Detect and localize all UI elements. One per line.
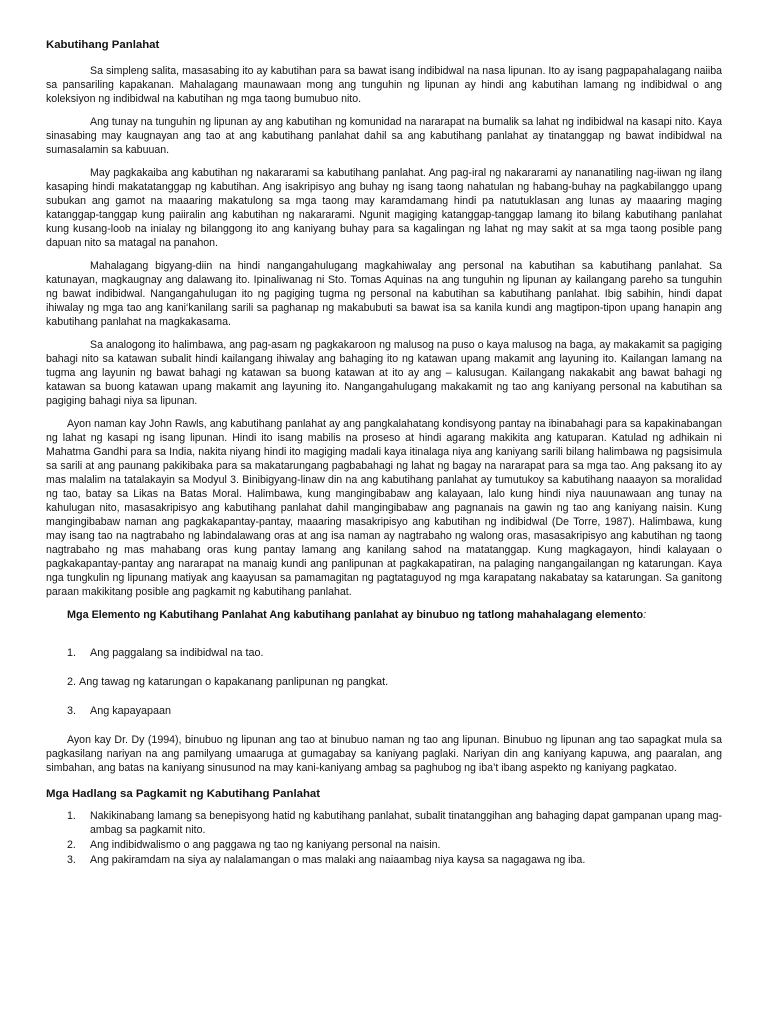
- list-item: [67, 838, 722, 852]
- obstacles-list: [46, 809, 722, 867]
- paragraph-personal-na-kabutihan: Mahalagang bigyang-diin na hindi nangangahulugang magkahiwalay ang personal na kabutihan sa kabutihang panlahat. Sa katunayan, magkaugnay ang dalawang ito. Ipinaliwanag ni Sto. Tomas Aquinas na ang tunguhin ng lipunan ay kailangang pareho sa tunguhin ng bawat indibidwal. Nangangahulugan ito ng pagiging tugma ng personal na kabutihan sa kabutihang panlahat. Ibig sabihin, hindi dapat ihiwalay ng mga tao ang kani‘kanilang sarili sa paghanap ng makabubuti sa bawat isa sa kanila kundi ang magtipon-tipon upang hanapin ang kabutihang panlahat na magkakasama.: [46, 260, 722, 328]
- list-item-number: 1.: [67, 810, 76, 822]
- element-number: 1.: [67, 647, 77, 659]
- element-text: Ang kapayapaan: [90, 705, 172, 717]
- elements-heading-colon: :: [643, 609, 647, 621]
- elements-heading: [46, 608, 722, 622]
- paragraph-dr-dy: Ayon kay Dr. Dy (1994), binubuo ng lipunan ang tao at binubuo naman ng tao ang lipunan. Binubuo ng lipunan ang tao sapagkat mula sa pagkasilang nariyan na ang pamilyang umaaruga at gumagabay sa kaniyang paglaki. Nariyan din ang kaniyang kapuwa, ang paaralan, ang simbahan, ang batas na kaniyang sinusunod na may kani-kaniyang ambag sa paghubog ng iba’t ibang aspekto ng kaniyang pagkatao.: [46, 734, 722, 774]
- list-item-text: Nakikinabang lamang sa benepisyong hatid ng kabutihang panlahat, subalit tinatanggihan ang bahaging dapat gampanan upang mag-ambag sa pagkamit nito.: [90, 810, 722, 836]
- section-heading-mga-hadlang: Mga Hadlang sa Pagkamit ng Kabutihang Panlahat: [46, 788, 321, 800]
- elements-heading-text: Mga Elemento ng Kabutihang Panlahat Ang kabutihang panlahat ay binubuo ng tatlong mahahalagang elemento: [67, 609, 644, 621]
- element-number: 3.: [67, 705, 77, 717]
- element-text: Ang tawag ng katarungan o kapakanang panlipunan ng pangkat.: [79, 676, 389, 688]
- element-item: [46, 646, 722, 660]
- list-item-text: Ang pakiramdam na siya ay nalalamangan o mas malaki ang naiaambag niya kaysa sa nagagawa ng iba.: [90, 854, 586, 866]
- paragraph-tunay-na-tunguhin: Ang tunay na tunguhin ng lipunan ay ang kabutihan ng komunidad na nararapat na bumalik sa lahat ng indibidwal na kasapi nito. Kaya sinasabing may kaugnayan ang tao at ang kabutihang panlahat dahil sa ang kabutihang panlahat ay tinatanggap ng bawat indibidwal na sumasalamin sa kabuuan.: [46, 116, 722, 156]
- paragraph-john-rawls: Ayon naman kay John Rawls, ang kabutihang panlahat ay ang pangkalahatang kondisyong pantay na ibinabahagi para sa kapakinabangan ng lahat ng kasapi ng isang lipunan. Hindi ito isang mabilis na proseso at hindi agarang makikita ang katuparan. Katulad ng adhikain ni Mahatma Gandhi para sa India, nakita niyang hindi ito magiging madali kaya itinalaga niya ang kaniyang sarili bilang halimbawa ng pagsisimula sa sarili at ang paunang pakikibaka para sa makatarungang pagbabahagi ng lahat ng bagay na nararapat para sa mga tao. Ang paksang ito ay mas malalim na tatalakayin sa Modyul 3. Binibigyang-linaw din na ang kabutihang panlahat ay tumutukoy sa kabutihang naaayon sa moralidad ng tao, batay sa Likas na Batas Moral. Halimbawa, kung mangingibabaw ang kalayaan, lalo kung hindi niya nauunawaan ang tunay na kahulugan nito, masasakripisyo ang kabutihang panlahat dahil mangingibabaw ang pagnanais na gawin ng tao ang kaniyang naisin. Kung mangingibabaw naman ang pagkakapantay-pantay, maaaring masakripisyo ang kabutihan ng indibidwal (De Torre, 1987). Halimbawa, kung may isang tao na nagtrabaho ng labindalawang oras at ang isa naman ay nagtrabaho ng walong oras, masasakripisyo ang kabutihan ng taong nagtrabaho ng mas mahabang oras kung pantay lamang ang kanilang sahod na matatanggap. Kung magkagayon, hindi kalayaan o pagkakapantay-pantay ang nararapat na manaig kundi ang panlipunan at pagkakapatiran, na palaging nangangailangan ng katarungan. Kaya nga tungkulin ng lipunang matiyak ang kaayusan sa pamamagitan ng pagtataguyod ng mga karapatang nakabatay sa katarungan. Sa ganitong paraan makikitang posible ang pagkamit ng kabutihang panlahat.: [46, 418, 722, 598]
- element-number: 2.: [67, 676, 77, 688]
- element-text: Ang paggalang sa indibidwal na tao.: [90, 647, 264, 659]
- element-item: [46, 675, 722, 689]
- paragraph-definition: Sa simpleng salita, masasabing ito ay kabutihan para sa bawat isang indibidwal na nasa lipunan. Ito ay isang pagpapahalagang naiiba sa pansariling kapakanan. Mahalagang maunawaan mong ang tunguhin ng lipunan ay hindi ang kabutihan lamang ng indibidwal o ang koleksiyon ng indibidwal na kabutihan ng mga taong bumubuo nito.: [46, 65, 722, 105]
- paragraph-nakararami: May pagkakaiba ang kabutihan ng nakararami sa kabutihang panlahat. Ang pag-iral ng nakararami ay nananatiling nag-iiwan ng ilang kasaping hindi makatatanggap ng kabutihan. Ang isakripisyo ang buhay ng isang taong nahatulan ng habang-buhay na pagkabilanggo upang subukan ang gamot na maaaring makatulong sa mga taong may karamdamang hindi pa natutuklasan ang lunas ay maaaring maging katanggap-tanggap kung paiiralin ang kabutihan ng nakararami. Ngunit magiging katanggap-tanggap lamang ito bilang kabutihang panlahat kung kusang-loob na inialay ng bilanggong ito ang kaniyang buhay para sa kagalingan ng lahat ng may sakit at sa mga taong posible pang dapuan nito sa matagal na panahon.: [46, 167, 722, 249]
- list-item: [67, 809, 722, 837]
- list-item-text: Ang indibidwalismo o ang paggawa ng tao ng kaniyang personal na naisin.: [90, 839, 441, 851]
- list-item: [67, 853, 722, 867]
- list-item-number: 2.: [67, 839, 76, 851]
- paragraph-analogo: Sa analogong ito halimbawa, ang pag-asam ng pagkakaroon ng malusog na puso o kaya malusog na baga, ay makakamit sa pagiging bahagi nito sa katawan subalit hindi kailangang ihiwalay ang bahaging ito ng katawan upang makamit ang layuning ito. Kailangan lamang na tugma ang layunin ng bawat bahagi ng katawan sa buong katawan at ito ay ang – kalusugan. Kailangang nakakabit ang bawat bahagi ng katawan sa buong katawan upang makamit ang layuning ito. Nangangahulugang makakamit ng tao ang kaniyang personal na kabutihan sa pagiging bahagi niya sa lipunan.: [46, 339, 722, 407]
- list-item-number: 3.: [67, 854, 76, 866]
- element-item: [46, 704, 722, 718]
- section-heading-kabutihang-panlahat: Kabutihang Panlahat: [46, 39, 160, 51]
